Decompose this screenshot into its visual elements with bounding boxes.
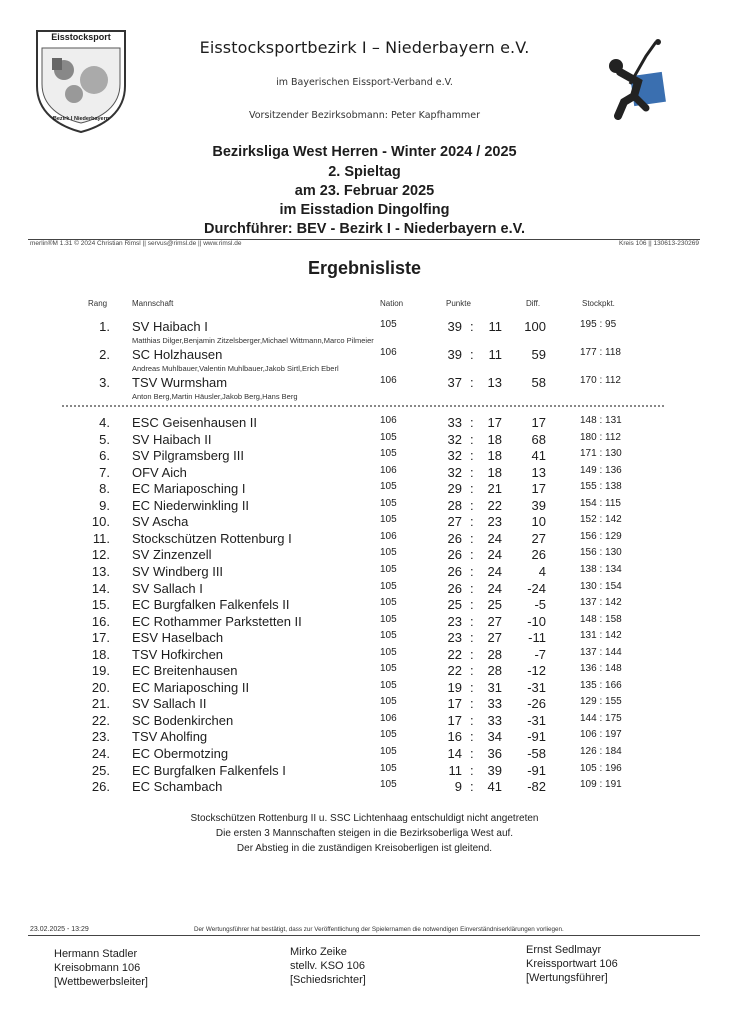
table-row — [0, 630, 729, 646]
difference: -11 — [528, 630, 546, 646]
table-row — [0, 531, 729, 547]
column-team: Mannschaft — [132, 299, 174, 308]
points-for: 28 — [447, 497, 462, 513]
stock-points: 109 : 191 — [580, 779, 622, 791]
points-for: 32 — [447, 464, 462, 480]
rank: 21. — [91, 696, 110, 712]
difference: 17 — [531, 415, 546, 430]
nation: 105 — [380, 319, 397, 330]
nation: 105 — [380, 431, 397, 443]
team-name: SV Pilgramsberg III — [132, 448, 244, 464]
organizer: Durchführer: BEV - Bezirk I - Niederbayern e.V. — [204, 221, 525, 237]
points-for: 37 — [447, 375, 462, 390]
points-for: 39 — [447, 319, 462, 334]
rank: 2. — [99, 347, 110, 362]
points-for: 22 — [447, 646, 462, 662]
nation: 105 — [380, 663, 397, 675]
points-against: 24 — [487, 530, 502, 546]
points-against: 36 — [487, 746, 502, 761]
signature-block-3 — [526, 943, 618, 985]
points-against: 28 — [487, 646, 502, 662]
logo-bottom-text: Bezirk I Niederbayern — [52, 116, 110, 122]
results-title: Ergebnisliste — [307, 258, 422, 278]
team-name: TSV Aholfing — [132, 729, 208, 745]
points-for: 17 — [447, 712, 462, 728]
table-row — [0, 647, 729, 663]
stock-points: 130 : 154 — [580, 580, 622, 592]
team-name: EC Mariaposching II — [132, 679, 250, 695]
signature-function: [Wertungsführer] — [526, 972, 608, 984]
points-for: 9 — [454, 779, 462, 795]
difference: 39 — [531, 497, 546, 513]
team-name: Stockschützen Rottenburg I — [132, 530, 292, 546]
nation: 105 — [380, 779, 397, 791]
difference: -31 — [527, 679, 546, 695]
difference: 68 — [531, 431, 546, 447]
table-row — [0, 481, 729, 497]
stock-points: 171 : 130 — [580, 448, 622, 460]
table-row — [0, 763, 729, 779]
stock-points: 105 : 196 — [580, 762, 622, 774]
points-against: 13 — [487, 375, 502, 390]
rank: 5. — [99, 431, 110, 447]
event-date: am 23. Februar 2025 — [294, 183, 435, 199]
table-row — [0, 415, 729, 431]
points-for: 26 — [447, 563, 462, 579]
points-separator: : — [470, 696, 474, 712]
stock-points: 156 : 130 — [580, 547, 622, 559]
table-row — [0, 713, 729, 729]
team-name: EC Obermotzing — [132, 746, 229, 761]
nation: 105 — [380, 563, 397, 575]
table-row — [0, 375, 729, 391]
points-separator: : — [470, 597, 474, 613]
signature-role: Kreissportwart 106 — [526, 958, 618, 970]
points-for: 16 — [447, 729, 462, 745]
rank: 23. — [91, 729, 110, 745]
points-for: 32 — [447, 431, 462, 447]
table-row — [0, 597, 729, 613]
points-separator: : — [470, 448, 474, 464]
stock-points: 138 : 134 — [580, 563, 622, 575]
nation: 105 — [380, 729, 397, 741]
nation: 105 — [380, 696, 397, 708]
player-names: Andreas Muhlbauer,Valentin Muhlbauer,Jakob Sirtl,Erich Eberl — [132, 364, 339, 373]
team-name: ESC Geisenhausen II — [132, 415, 258, 430]
team-name: SV Sallach II — [132, 696, 207, 712]
nation: 106 — [380, 347, 397, 358]
nation: 105 — [380, 497, 397, 509]
points-against: 11 — [488, 319, 502, 334]
stock-points: 195 : 95 — [580, 319, 617, 330]
points-for: 22 — [447, 663, 462, 679]
rank: 20. — [91, 679, 110, 695]
nation: 106 — [380, 712, 397, 724]
stock-points: 137 : 144 — [580, 646, 622, 658]
rank: 1. — [99, 319, 110, 334]
signature-function: [Wettbewerbsleiter] — [54, 976, 148, 988]
points-separator: : — [470, 514, 474, 530]
column-nation: Nation — [380, 299, 404, 308]
points-against: 39 — [487, 762, 502, 778]
column-points: Punkte — [446, 299, 471, 308]
stock-points: 156 : 129 — [580, 530, 622, 542]
rank: 4. — [99, 415, 110, 430]
rank: 25. — [91, 762, 110, 778]
team-name: SV Zinzenzell — [132, 547, 212, 563]
difference: 58 — [531, 375, 546, 390]
points-separator: : — [470, 481, 474, 497]
rank: 24. — [91, 746, 110, 761]
rank: 13. — [91, 563, 110, 579]
points-separator: : — [470, 347, 474, 362]
points-against: 31 — [487, 679, 502, 695]
note-absent: Stockschützen Rottenburg II u. SSC Lichtenhaag entschuldigt nicht angetreten — [190, 813, 539, 824]
difference: 59 — [531, 347, 546, 362]
signature-block-2 — [290, 945, 366, 987]
points-against: 28 — [487, 663, 502, 679]
rank: 11. — [92, 530, 110, 546]
signature-block-1 — [54, 947, 148, 989]
rank: 16. — [91, 613, 110, 629]
table-row — [0, 448, 729, 464]
league-title: Bezirksliga West Herren - Winter 2024 / 2025 — [212, 144, 517, 160]
nation: 105 — [380, 580, 397, 592]
stock-points: 154 : 115 — [580, 497, 621, 509]
points-against: 41 — [487, 779, 502, 795]
team-name: ESV Haselbach — [132, 630, 224, 646]
consent-note: Der Wertungsführer hat bestätigt, dass zur Veröffentlichung der Spielernamen die notwendigen Einverständniserklärungen vorliegen. — [194, 926, 564, 933]
points-separator: : — [470, 712, 474, 728]
points-for: 17 — [447, 696, 462, 712]
points-against: 22 — [487, 497, 502, 513]
org-subtitle: im Bayerischen Eissport-Verband e.V. — [276, 77, 453, 88]
nation: 105 — [380, 514, 397, 526]
nation: 105 — [380, 630, 397, 642]
difference: -5 — [534, 597, 546, 613]
points-separator: : — [470, 613, 474, 629]
nation: 105 — [380, 746, 397, 757]
table-row — [0, 498, 729, 514]
points-against: 24 — [487, 580, 502, 596]
table-row — [0, 746, 729, 762]
difference: -31 — [527, 712, 546, 728]
table-row — [0, 514, 729, 530]
column-rank: Rang — [88, 299, 108, 308]
table-row — [0, 680, 729, 696]
difference: 13 — [531, 464, 546, 480]
team-name: SV Windberg III — [132, 563, 224, 579]
team-name: SC Bodenkirchen — [132, 712, 234, 728]
table-row — [0, 729, 729, 745]
signature-name: Ernst Sedlmayr — [526, 944, 602, 956]
stock-points: 170 : 112 — [580, 375, 621, 386]
points-for: 26 — [447, 547, 462, 563]
points-separator: : — [470, 580, 474, 596]
rank: 22. — [91, 712, 110, 728]
note-relegation: Der Abstieg in die zuständigen Kreisoberligen ist gleitend. — [236, 843, 493, 854]
team-name: EC Schambach — [132, 779, 223, 795]
points-for: 19 — [447, 679, 462, 695]
org-title: Eisstocksportbezirk I – Niederbayern e.V. — [199, 38, 530, 57]
points-separator: : — [470, 663, 474, 679]
points-separator: : — [470, 679, 474, 695]
points-separator: : — [470, 431, 474, 447]
team-name: SV Ascha — [132, 514, 189, 530]
difference: 100 — [524, 319, 546, 334]
stock-points: 106 : 197 — [580, 729, 622, 741]
table-row — [0, 779, 729, 795]
rank: 9. — [99, 497, 110, 513]
table-row — [0, 432, 729, 448]
team-name: SV Sallach I — [132, 580, 203, 596]
rank: 3. — [99, 375, 110, 390]
stock-points: 136 : 148 — [580, 663, 622, 675]
team-name: EC Mariaposching I — [132, 481, 246, 497]
difference: 27 — [531, 530, 546, 546]
timestamp: 23.02.2025 - 13:29 — [30, 926, 89, 933]
stock-points: 137 : 142 — [580, 597, 622, 609]
table-row — [0, 347, 729, 363]
rank: 10. — [91, 514, 110, 530]
points-for: 11 — [448, 762, 462, 778]
team-name: SV Haibach II — [132, 431, 212, 447]
points-separator: : — [470, 630, 474, 646]
chairman-line: Vorsitzender Bezirksobmann: Peter Kapfhammer — [248, 110, 481, 121]
points-against: 18 — [487, 448, 502, 464]
difference: -91 — [527, 762, 546, 778]
signature-role: stellv. KSO 106 — [290, 960, 365, 972]
rank: 12. — [91, 547, 110, 563]
points-for: 14 — [447, 746, 462, 761]
promotion-divider — [62, 405, 664, 407]
difference: 41 — [531, 448, 546, 464]
stock-points: 155 : 138 — [580, 481, 622, 493]
nation: 106 — [380, 415, 397, 426]
nation: 106 — [380, 375, 397, 386]
difference: -7 — [534, 646, 546, 662]
team-name: EC Burgfalken Falkenfels I — [132, 762, 286, 778]
difference: -91 — [527, 729, 546, 745]
points-against: 18 — [487, 464, 502, 480]
rank: 8. — [99, 481, 110, 497]
points-against: 27 — [487, 613, 502, 629]
signature-function: [Schiedsrichter] — [290, 974, 366, 986]
nation: 105 — [380, 646, 397, 658]
points-against: 21 — [487, 481, 502, 497]
difference: -58 — [527, 746, 546, 761]
points-against: 34 — [487, 729, 502, 745]
difference: -26 — [527, 696, 546, 712]
points-separator: : — [470, 375, 474, 390]
points-against: 24 — [487, 547, 502, 563]
points-separator: : — [470, 415, 474, 430]
logo-top-text: Eisstocksport — [51, 32, 111, 42]
difference: -82 — [527, 779, 546, 795]
signature-name: Mirko Zeike — [290, 946, 347, 958]
nation: 105 — [380, 547, 397, 559]
points-separator: : — [470, 779, 474, 795]
difference: 26 — [531, 547, 546, 563]
points-for: 29 — [447, 481, 462, 497]
points-separator: : — [470, 530, 474, 546]
team-name: SV Haibach I — [132, 319, 208, 334]
points-for: 33 — [447, 415, 462, 430]
table-row — [0, 564, 729, 580]
software-note: merlin®M 1.31 © 2024 Christian Rimsl || servus@rimsl.de || www.rimsl.de — [30, 240, 242, 247]
stock-points: 129 : 155 — [580, 696, 622, 708]
rank: 14. — [91, 580, 110, 596]
team-name: EC Breitenhausen — [132, 663, 238, 679]
column-stock: Stockpkt. — [582, 299, 615, 308]
rank: 19. — [91, 663, 110, 679]
team-name: SC Holzhausen — [132, 347, 223, 362]
stock-points: 177 : 118 — [580, 347, 621, 358]
matchday: 2. Spieltag — [328, 164, 401, 180]
footer-divider — [28, 935, 700, 936]
nation: 105 — [380, 679, 397, 691]
points-for: 32 — [447, 448, 462, 464]
points-against: 18 — [487, 431, 502, 447]
points-separator: : — [470, 729, 474, 745]
rank: 26. — [91, 779, 110, 795]
team-name: OFV Aich — [132, 464, 187, 480]
venue: im Eisstadion Dingolfing — [279, 202, 450, 218]
stock-points: 148 : 131 — [580, 415, 622, 426]
table-row — [0, 663, 729, 679]
points-against: 33 — [487, 696, 502, 712]
table-row — [0, 547, 729, 563]
points-against: 17 — [487, 415, 502, 430]
table-row — [0, 696, 729, 712]
rank: 18. — [91, 646, 110, 662]
stock-points: 152 : 142 — [580, 514, 622, 526]
table-row — [0, 465, 729, 481]
rank: 15. — [91, 597, 110, 613]
points-against: 24 — [487, 563, 502, 579]
table-row — [0, 614, 729, 630]
signature-name: Hermann Stadler — [54, 948, 138, 960]
team-name: TSV Wurmsham — [132, 375, 228, 390]
difference: -12 — [527, 663, 546, 679]
rank: 6. — [99, 448, 110, 464]
note-promotion: Die ersten 3 Mannschaften steigen in die Bezirksoberliga West auf. — [215, 828, 514, 839]
team-name: EC Rothammer Parkstetten II — [132, 613, 302, 629]
points-against: 23 — [487, 514, 502, 530]
points-against: 11 — [488, 347, 502, 362]
difference: 10 — [531, 514, 546, 530]
points-against: 25 — [487, 597, 502, 613]
team-name: TSV Hofkirchen — [132, 646, 224, 662]
nation: 105 — [380, 597, 397, 609]
stock-points: 135 : 166 — [580, 679, 622, 691]
points-for: 23 — [447, 630, 462, 646]
points-separator: : — [470, 646, 474, 662]
team-name: EC Burgfalken Falkenfels II — [132, 597, 290, 613]
points-separator: : — [470, 319, 474, 334]
table-row — [0, 581, 729, 597]
stock-points: 149 : 136 — [580, 464, 622, 476]
points-separator: : — [470, 746, 474, 761]
table-row — [0, 319, 729, 335]
points-separator: : — [470, 464, 474, 480]
difference: 17 — [531, 481, 546, 497]
difference: -10 — [527, 613, 546, 629]
rank: 7. — [99, 464, 110, 480]
difference: 4 — [538, 563, 546, 579]
signature-role: Kreisobmann 106 — [54, 962, 141, 974]
points-separator: : — [470, 762, 474, 778]
points-separator: : — [470, 547, 474, 563]
nation: 105 — [380, 613, 397, 625]
points-for: 26 — [447, 580, 462, 596]
column-diff: Diff. — [526, 299, 541, 308]
stock-points: 126 : 184 — [580, 746, 622, 757]
circle-note: Kreis 106 || 130613-230269 — [619, 240, 699, 247]
points-against: 33 — [487, 712, 502, 728]
player-names: Matthias Dilger,Benjamin Zitzelsberger,Michael Wittmann,Marco Pilmeier — [132, 336, 374, 345]
stock-points: 180 : 112 — [580, 431, 621, 443]
points-for: 27 — [447, 514, 462, 530]
stock-points: 144 : 175 — [580, 712, 622, 724]
nation: 105 — [380, 448, 397, 460]
points-against: 27 — [487, 630, 502, 646]
nation: 105 — [380, 762, 397, 774]
stock-points: 148 : 158 — [580, 613, 622, 625]
difference: -24 — [527, 580, 546, 596]
player-names: Anton Berg,Martin Häusler,Jakob Berg,Hans Berg — [132, 392, 298, 401]
points-separator: : — [470, 563, 474, 579]
nation: 105 — [380, 481, 397, 493]
points-separator: : — [470, 497, 474, 513]
stock-points: 131 : 142 — [580, 630, 622, 642]
nation: 106 — [380, 464, 397, 476]
points-for: 26 — [447, 530, 462, 546]
nation: 106 — [380, 530, 397, 542]
points-for: 23 — [447, 613, 462, 629]
points-for: 39 — [447, 347, 462, 362]
team-name: EC Niederwinkling II — [132, 497, 250, 513]
points-for: 25 — [447, 597, 462, 613]
rank: 17. — [91, 630, 110, 646]
